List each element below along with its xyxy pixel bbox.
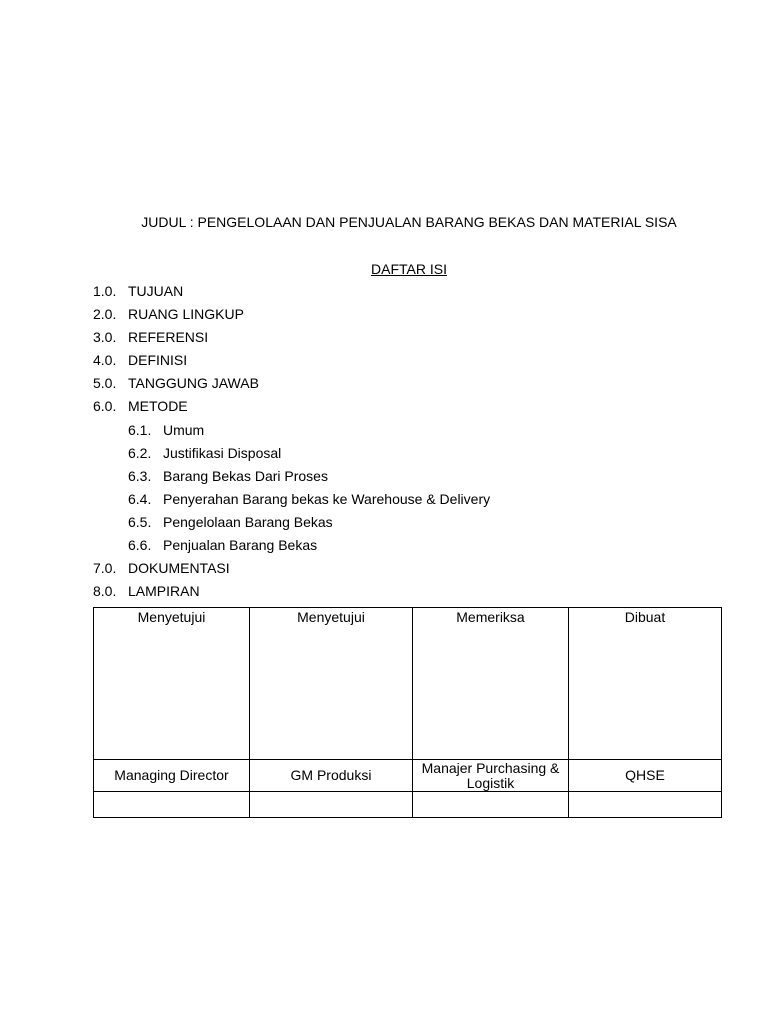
toc-item-label: TANGGUNG JAWAB [128, 375, 259, 392]
toc-item-number: 6.2. [128, 444, 152, 461]
toc-item-number: 6.5. [128, 513, 152, 530]
approval-role-cell: Managing Director [94, 760, 250, 792]
toc-item-label: DOKUMENTASI [128, 560, 230, 577]
toc-item-number: 8.0. [93, 583, 117, 600]
table-of-contents [93, 283, 733, 606]
approval-header-cell: Menyetujui [94, 608, 250, 760]
toc-item-tanggung-jawab [93, 375, 733, 398]
toc-subitem-umum [93, 422, 733, 445]
toc-subitem-pengelolaan-barang-bekas [93, 514, 733, 537]
toc-subitem-penjualan-barang-bekas [93, 537, 733, 560]
approval-header-cell: Dibuat [569, 608, 722, 760]
toc-item-label: Penjualan Barang Bekas [163, 537, 318, 554]
toc-item-number: 6.6. [128, 537, 152, 554]
toc-item-tujuan [93, 283, 733, 306]
toc-item-metode [93, 398, 733, 421]
toc-item-number: 1.0. [93, 283, 117, 299]
toc-item-label: Justifikasi Disposal [163, 444, 282, 461]
approval-blank-cell [569, 792, 722, 818]
toc-item-number: 2.0. [93, 306, 117, 323]
toc-item-definisi [93, 352, 733, 375]
toc-item-label: REFERENSI [128, 329, 209, 346]
toc-item-label: Barang Bekas Dari Proses [163, 467, 328, 484]
toc-item-label: TUJUAN [128, 283, 184, 299]
toc-item-number: 6.1. [128, 421, 152, 438]
toc-item-label: DEFINISI [128, 352, 188, 369]
toc-item-number: 6.4. [128, 490, 152, 507]
document-title: JUDUL : PENGELOLAAN DAN PENJUALAN BARANG BEKAS DAN MATERIAL SISA [141, 214, 677, 230]
toc-item-label: Penyerahan Barang bekas ke Warehouse & Delivery [163, 490, 491, 507]
toc-subitem-justifikasi-disposal [93, 445, 733, 468]
toc-item-label: RUANG LINGKUP [128, 306, 244, 323]
toc-item-label: METODE [128, 398, 188, 415]
toc-subitem-penyerahan-barang-bekas [93, 491, 733, 514]
toc-item-referensi [93, 329, 733, 352]
approval-blank-cell [94, 792, 250, 818]
approval-header-row [94, 608, 722, 760]
toc-heading: DAFTAR ISI [371, 261, 447, 277]
toc-item-label: Pengelolaan Barang Bekas [163, 513, 333, 530]
approval-blank-cell [250, 792, 413, 818]
toc-subitem-barang-bekas-dari-proses [93, 468, 733, 491]
toc-item-number: 6.0. [93, 398, 117, 415]
approval-date-row [94, 792, 722, 818]
approval-role-cell: GM Produksi [250, 760, 413, 792]
toc-item-number: 5.0. [93, 375, 117, 392]
approval-role-row [94, 760, 722, 792]
toc-item-ruang-lingkup [93, 306, 733, 329]
approval-role-cell: Manajer Purchasing & Logistik [413, 760, 569, 792]
toc-item-label: LAMPIRAN [128, 583, 200, 600]
approval-signature-table [93, 607, 722, 818]
toc-item-number: 7.0. [93, 560, 117, 577]
approval-header-cell: Menyetujui [250, 608, 413, 760]
toc-item-dokumentasi [93, 560, 733, 583]
toc-item-number: 6.3. [128, 467, 152, 484]
approval-blank-cell [413, 792, 569, 818]
approval-role-cell: QHSE [569, 760, 722, 792]
toc-item-lampiran [93, 583, 733, 606]
toc-item-label: Umum [163, 421, 205, 438]
toc-item-number: 3.0. [93, 329, 117, 346]
toc-item-number: 4.0. [93, 352, 117, 369]
approval-header-cell: Memeriksa [413, 608, 569, 760]
